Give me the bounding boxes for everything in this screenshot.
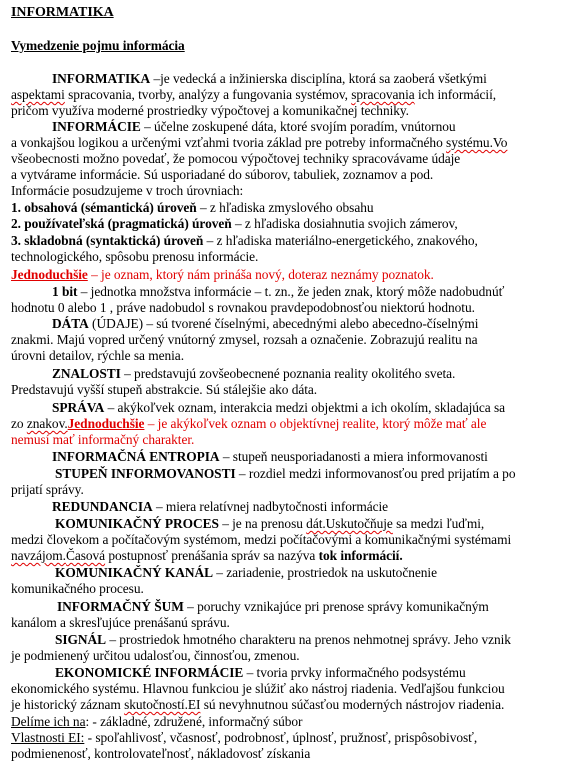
paragraph-komproces-line-3: navzájom.Časová postupnosť prenášania správ sa nazýva tok informácií. (11, 548, 403, 563)
paragraph-eko-line-2: ekonomického systému. Hlavnou funkciou je slúžiť ako nástroj riadenia. Vedľajšou funkciou (11, 681, 505, 696)
paragraph-kanal-line-1: KOMUNIKAČNÝ KANÁL – zariadenie, prostriedok na uskutočnenie (55, 565, 437, 580)
level-item-1: 1. obsahová (sémantická) úroveň – z hľadiska zmyslového obsahu (11, 200, 374, 215)
section-heading: Vymedzenie pojmu informácia (11, 38, 185, 53)
paragraph-sprava-line-2: zo znakov.Jednoduchšie – je akýkoľvek oznam o objektívnej realite, ktorý môže mať ale (11, 416, 487, 431)
term-redundancia: REDUNDANCIA (52, 499, 153, 514)
term-informatika: INFORMATIKA (52, 71, 151, 86)
term-data: DÁTA (52, 316, 89, 331)
paragraph-komproces-line-1: KOMUNIKAČNÝ PROCES – je na prenosu dát.Uskutočňuje sa medzi ľuďmi, (55, 516, 485, 531)
term-eko: EKONOMICKÉ INFORMÁCIE (55, 665, 244, 680)
level-item-3-continued: technologického, spôsobu prenosu informácie. (11, 249, 259, 264)
paragraph-informacie-line-1: INFORMÁCIE – účelne zoskupené dáta, ktoré svojím poradím, vnútornou (52, 119, 456, 134)
paragraph-sum-line-1: INFORMAČNÝ ŠUM – poruchy vznikajúce pri prenose správy komunikačným (57, 599, 489, 614)
level-item-3: 3. skladobná (syntaktická) úroveň – z hľadiska materiálno-energetického, znakového, (11, 233, 478, 248)
simpler-definition-1: Jednoduchšie – je oznam, ktorý nám prináša nový, doteraz neznámy poznatok. (11, 267, 434, 282)
level-item-2: 2. používateľská (pragmatická) úroveň – z hľadiska dosiahnutia svojich zámerov, (11, 216, 458, 231)
term-znalosti: ZNALOSTI (52, 366, 121, 381)
paragraph-data-line-1: DÁTA (ÚDAJE) – sú tvorené číselnými, abecednými alebo abecedno-číselnými (52, 316, 479, 331)
paragraph-eko-line-3: je historický záznam skutočností.EI sú nevyhnutnou súčasťou moderných nástrojov riadenia. (11, 697, 505, 712)
paragraph-entropia: INFORMAČNÁ ENTROPIA – stupeň neusporiadanosti a miera informovanosti (52, 449, 488, 464)
paragraph-vlastnosti-line-2: podmienenosť, kontrolovateľnosť, nákladovosť získania (11, 746, 311, 761)
term-kanal: KOMUNIKAČNÝ KANÁL (55, 565, 213, 580)
paragraph-vlastnosti-line-1: Vlastnosti EI: - spoľahlivosť, včasnosť, podrobnosť, úplnosť, pružnosť, prispôsobivosť, (11, 730, 478, 745)
paragraph-znalosti-line-2: Predstavujú vyšší stupeň abstrakcie. Sú stálejšie ako dáta. (11, 382, 318, 397)
term-informacie: INFORMÁCIE (52, 119, 141, 134)
paragraph-informatika-line-1: INFORMATIKA –je vedecká a inžinierska disciplína, ktorá sa zaoberá všetkými (52, 71, 487, 86)
paragraph-informatika-line-2: aspektami spracovania, tvorby, analýzy a fungovania systémov, spracovania ich informácií, (11, 87, 497, 102)
paragraph-bit-line-2: hodnotu 0 alebo 1 , práve nadobudol s rovnakou pravdepodobnosťou niektorú hodnotu. (11, 300, 475, 315)
paragraph-delime: Delíme ich na: - základné, združené, informačný súbor (11, 714, 303, 729)
term-sum: INFORMAČNÝ ŠUM (57, 599, 184, 614)
paragraph-data-line-2: znakmi. Majú vopred určený vnútorný zmysel, rozsah a označenie. Zobrazujú realitu na (11, 332, 478, 347)
paragraph-stupen-line-2: prijatí správy. (11, 482, 84, 497)
paragraph-kanal-line-2: komunikačného procesu. (11, 581, 144, 596)
term-stupen: STUPEŇ INFORMOVANOSTI (55, 466, 236, 481)
paragraph-data-line-3: úrovni detailov, rýchle sa menia. (11, 348, 184, 363)
term-entropia: INFORMAČNÁ ENTROPIA (52, 449, 220, 464)
term-signal: SIGNÁL (55, 632, 107, 647)
paragraph-stupen-line-1: STUPEŇ INFORMOVANOSTI – rozdiel medzi informovanosťou pred prijatím a po (55, 466, 516, 481)
paragraph-signal-line-2: je podmienený určitou udalosťou, činnosťou, zmenou. (11, 648, 300, 663)
paragraph-komproces-line-2: medzi človekom a počítačovým systémom, medzi počítačovými a komunikačnými systémami (11, 532, 512, 547)
term-komproces: KOMUNIKAČNÝ PROCES (55, 516, 219, 531)
document-title: INFORMATIKA (11, 5, 114, 20)
paragraph-sum-line-2: kanálom a skresľujúce prenášanú správu. (11, 615, 230, 630)
paragraph-znalosti-line-1: ZNALOSTI – predstavujú zovšeobecnené poznania reality okolitého sveta. (52, 366, 456, 381)
term-bit: 1 bit (52, 284, 78, 299)
paragraph-informatika-line-3: pričom využíva moderné prostriedky výpočtovej a komunikačnej techniky. (11, 103, 409, 118)
paragraph-sprava-line-1: SPRÁVA – akýkoľvek oznam, interakcia medzi objektmi a ich okolím, skladajúca sa (52, 400, 506, 415)
paragraph-bit-line-1: 1 bit – jednotka množstva informácie – t. zn., že jeden znak, ktorý môže nadobudnúť (52, 284, 505, 299)
paragraph-redundancia: REDUNDANCIA – miera relatívnej nadbytočnosti informácie (52, 499, 389, 514)
paragraph-informacie-line-5: Informácie posudzujeme v troch úrovniach: (11, 183, 244, 198)
paragraph-informacie-line-2: a vonkajšou logikou a určenými vzťahmi tvoria základ pre potreby informačného systému.Vo (11, 135, 508, 150)
paragraph-sprava-line-3: nemusí mať informačný charakter. (11, 432, 195, 447)
paragraph-informacie-line-4: a vytvárame informácie. Sú usporiadané do súborov, tabuliek, zoznamov a pod. (11, 167, 434, 182)
paragraph-eko-line-1: EKONOMICKÉ INFORMÁCIE – tvoria prvky informačného podsystému (55, 665, 466, 680)
paragraph-signal-line-1: SIGNÁL – prostriedok hmotného charakteru na prenos nehmotnej správy. Jeho vznik (55, 632, 511, 647)
paragraph-informacie-line-3: všeobecnosti možno povedať, že pomocou výpočtovej techniky spracovávame údaje (11, 151, 461, 166)
term-sprava: SPRÁVA (52, 400, 105, 415)
